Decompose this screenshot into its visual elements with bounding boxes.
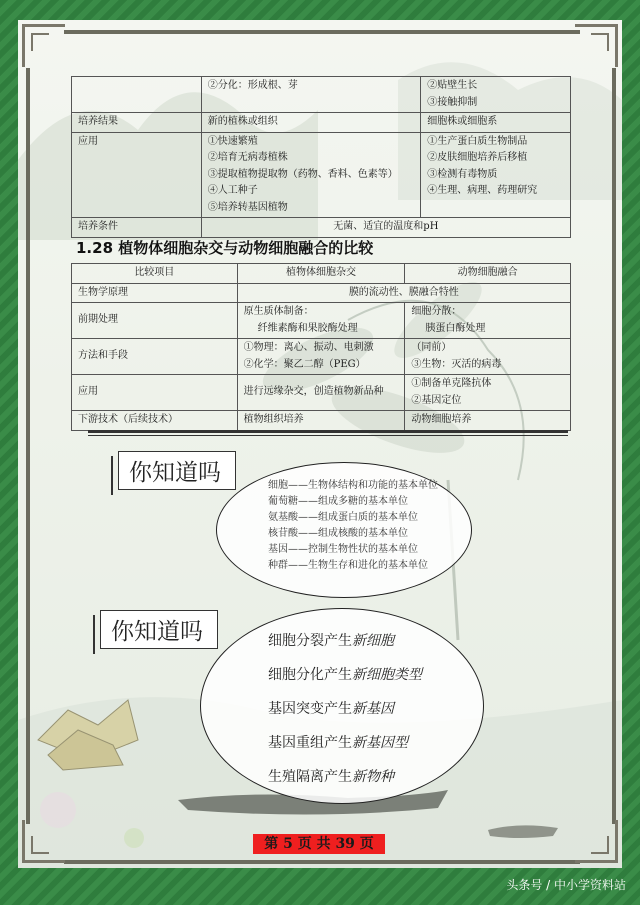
source-watermark: 头条号 / 中小学资料站 — [506, 878, 626, 892]
table-cell: 进行远缘杂交，创造植物新品种 — [237, 375, 405, 411]
table-cell: ①物理：离心、振动、电刺激 ②化学：聚乙二醇（PEG） — [237, 339, 405, 375]
fusion-comparison-table — [71, 263, 571, 431]
table-cell: ②贴壁生长 ③接触抑制 — [421, 77, 571, 113]
table-row — [72, 283, 571, 303]
section-divider-thin — [88, 435, 568, 436]
table-cell — [72, 77, 202, 113]
table-cell: 植物组织培养 — [237, 411, 405, 431]
table-cell: ②分化：形成根、芽 — [201, 77, 421, 113]
table-row — [72, 77, 571, 113]
table-header-cell: 植物体细胞杂交 — [237, 264, 405, 284]
table-cell: 生物学原理 — [72, 283, 238, 303]
list-item: 细胞——生物体结构和功能的基本单位 — [268, 480, 438, 491]
table-cell: 应用 — [72, 375, 238, 411]
table-row — [72, 218, 571, 238]
frame-corner-bottom-left — [22, 820, 65, 863]
table-row — [72, 411, 571, 431]
table-header-cell: 动物细胞融合 — [405, 264, 571, 284]
frame-corner-top-right — [575, 24, 618, 67]
table-row — [72, 303, 571, 339]
basic-units-list — [268, 478, 438, 574]
did-you-know-title-1: 你知道吗 — [118, 451, 236, 490]
list-item: 氨基酸——组成蛋白质的基本单位 — [268, 512, 418, 523]
table-row — [72, 375, 571, 411]
table-cell: 细胞株或细胞系 — [421, 113, 571, 133]
table-cell: 细胞分散： 胰蛋白酶处理 — [405, 303, 571, 339]
table-cell: 培养结果 — [72, 113, 202, 133]
list-item: 生殖隔离产生新物种 — [268, 769, 394, 785]
table-cell: 前期处理 — [72, 303, 238, 339]
table-cell: 膜的流动性、膜融合特性 — [237, 283, 570, 303]
table-row — [72, 113, 571, 133]
table-cell: 动物细胞培养 — [405, 411, 571, 431]
table-header-row — [72, 264, 571, 284]
table-cell: 新的植株或组织 — [201, 113, 421, 133]
section-divider-thick — [88, 430, 568, 433]
table-header-cell: 比较项目 — [72, 264, 238, 284]
table-row — [72, 339, 571, 375]
culture-comparison-table — [71, 76, 571, 238]
table-cell: 应用 — [72, 132, 202, 218]
table-row — [72, 132, 571, 218]
did-you-know-title-2: 你知道吗 — [100, 610, 218, 649]
frame-corner-top-left — [22, 24, 65, 67]
list-item: 葡萄糖——组成多糖的基本单位 — [268, 496, 408, 507]
new-things-list — [268, 624, 422, 794]
table-cell: ①快速繁殖 ②培育无病毒植株 ③提取植物提取物（药物、香料、色素等） ④人工种子 ⑤培养转基因植物 — [201, 132, 421, 218]
list-item: 细胞分化产生新细胞类型 — [268, 667, 422, 683]
section-heading: 1.28 植物体细胞杂交与动物细胞融合的比较 — [76, 239, 374, 257]
frame-corner-bottom-right — [575, 820, 618, 863]
table-cell: 培养条件 — [72, 218, 202, 238]
table-cell: ①生产蛋白质生物制品 ②皮肤细胞培养后移植 ③检测有毒物质 ④生理、病理、药理研究 — [421, 132, 571, 218]
table-cell: 无菌、适宜的温度和pH — [201, 218, 570, 238]
inner-frame-bottom — [64, 860, 580, 864]
table-cell: ①制备单克隆抗体 ②基因定位 — [405, 375, 571, 411]
list-item: 基因突变产生新基因 — [268, 701, 394, 717]
inner-frame-left — [26, 68, 30, 824]
list-item: 细胞分裂产生新细胞 — [268, 633, 394, 649]
page-number: 第 5 页 共 39 页 — [253, 834, 385, 854]
table-cell: 方法和手段 — [72, 339, 238, 375]
table-cell: 下游技术（后续技术） — [72, 411, 238, 431]
list-item: 核苷酸——组成核酸的基本单位 — [268, 528, 408, 539]
table-cell: （同前） ③生物：灭活的病毒 — [405, 339, 571, 375]
list-item: 种群——生物生存和进化的基本单位 — [268, 560, 428, 571]
list-item: 基因重组产生新基因型 — [268, 735, 408, 751]
inner-frame-right — [612, 68, 616, 824]
inner-frame-top — [64, 30, 580, 34]
table-cell: 原生质体制备： 纤维素酶和果胶酶处理 — [237, 303, 405, 339]
list-item: 基因——控制生物性状的基本单位 — [268, 544, 418, 555]
